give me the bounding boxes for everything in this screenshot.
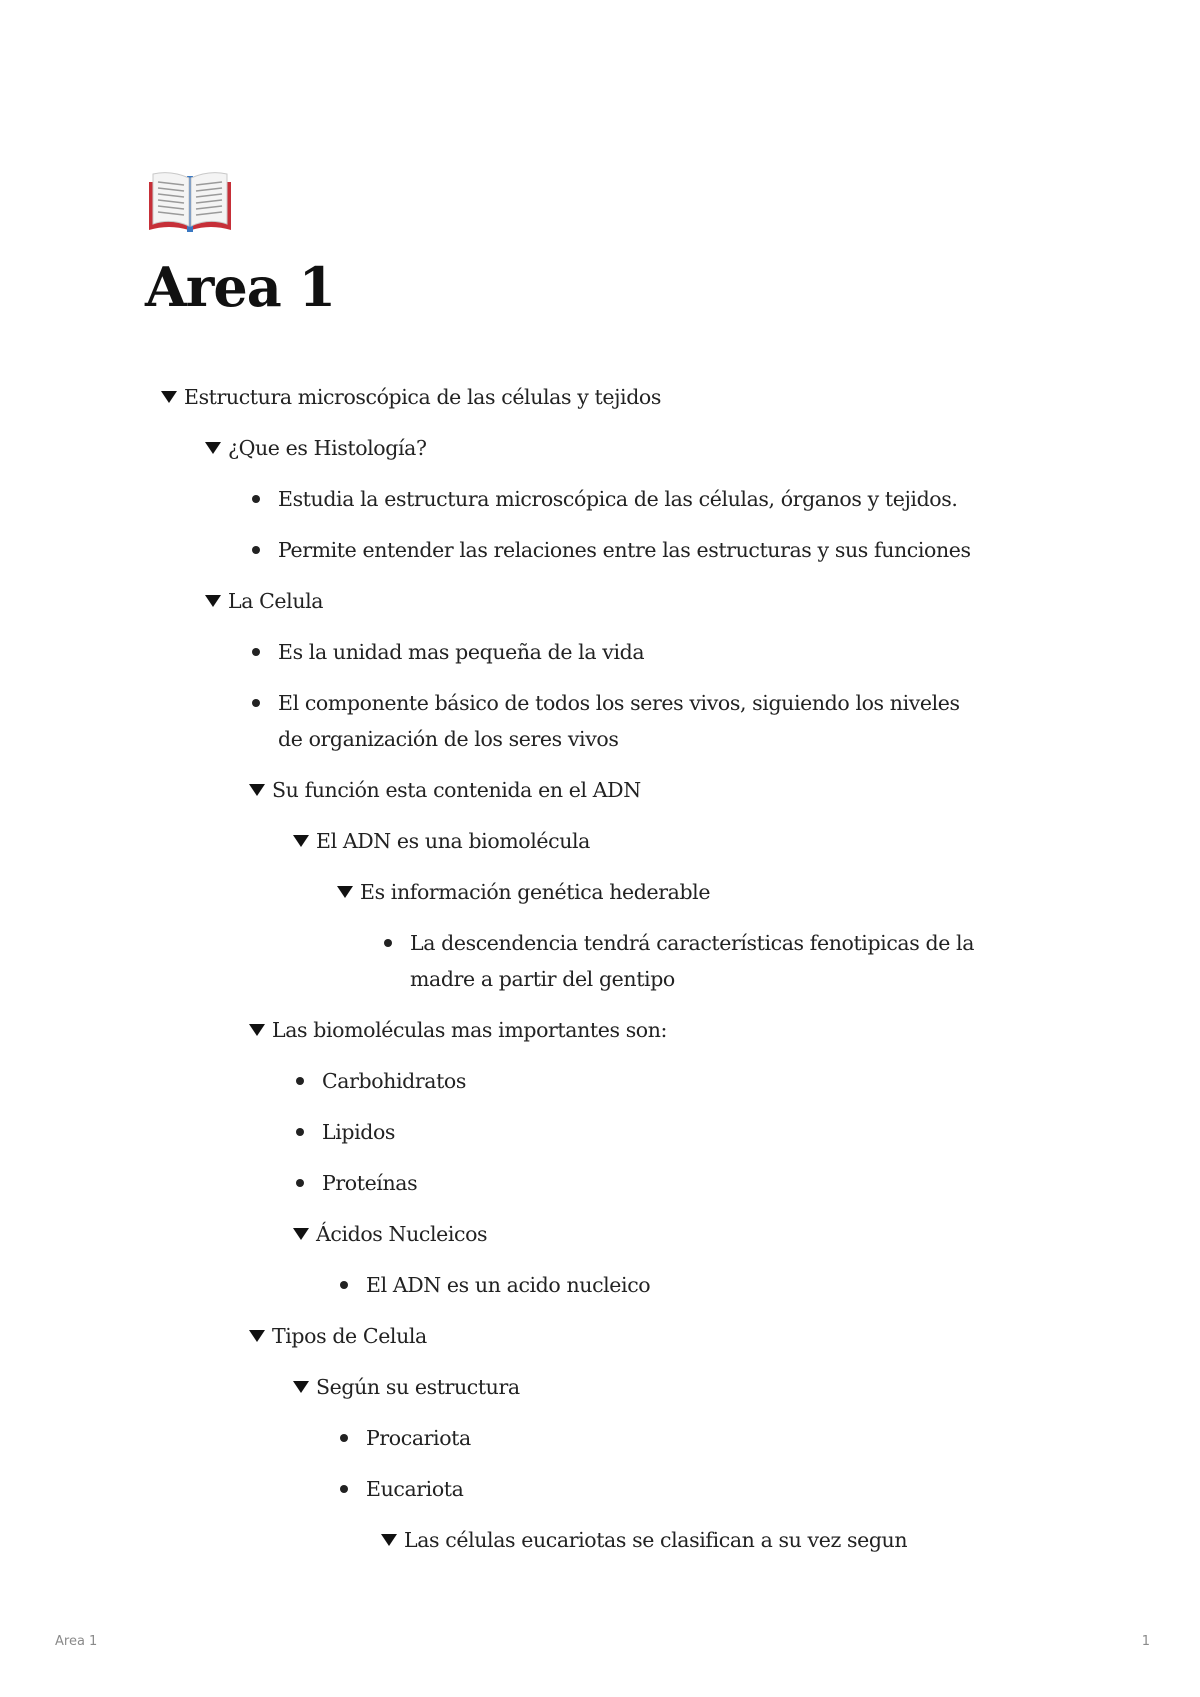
list-item-text: El ADN es un acido nucleico xyxy=(366,1273,651,1297)
bullet-icon xyxy=(252,495,260,503)
triangle-down-icon[interactable] xyxy=(248,1329,268,1343)
footer-page-title: Area 1 xyxy=(55,1634,98,1649)
toggle-block[interactable] xyxy=(292,1369,1060,1405)
toggle-block[interactable] xyxy=(204,430,1060,466)
list-item xyxy=(380,925,1020,997)
toggle-block[interactable] xyxy=(292,823,1060,859)
bullet-icon xyxy=(252,546,260,554)
bullet-icon xyxy=(252,699,260,707)
bullet-icon xyxy=(296,1077,304,1085)
triangle-down-icon[interactable] xyxy=(248,783,268,797)
toggle-label: Su función esta contenida en el ADN xyxy=(272,778,641,802)
list-item-text: Proteínas xyxy=(322,1171,418,1195)
toggle-label: La Celula xyxy=(228,589,324,613)
list-item-text: El componente básico de todos los seres vivos, siguiendo los niveles de organización de los seres vivos xyxy=(278,691,960,751)
toggle-block[interactable] xyxy=(248,772,1060,808)
list-item xyxy=(336,1267,1060,1303)
triangle-down-icon[interactable] xyxy=(204,441,224,455)
triangle-down-icon[interactable] xyxy=(292,1380,312,1394)
bullet-icon xyxy=(340,1434,348,1442)
toggle-block[interactable] xyxy=(336,874,1060,910)
toggle-label: Las biomoléculas mas importantes son: xyxy=(272,1018,668,1042)
triangle-down-icon[interactable] xyxy=(160,390,180,404)
triangle-down-icon[interactable] xyxy=(204,594,224,608)
list-item-text: Procariota xyxy=(366,1426,471,1450)
list-item xyxy=(248,685,968,757)
toggle-label: El ADN es una biomolécula xyxy=(316,829,590,853)
list-item-text: Permite entender las relaciones entre las estructuras y sus funciones xyxy=(278,538,971,562)
list-item-text: La descendencia tendrá características fenotipicas de la madre a partir del gentipo xyxy=(410,931,975,991)
list-item xyxy=(292,1063,1060,1099)
list-item xyxy=(248,532,1060,568)
triangle-down-icon[interactable] xyxy=(380,1533,400,1547)
toggle-label: Estructura microscópica de las células y tejidos xyxy=(184,385,661,409)
list-item xyxy=(292,1165,1060,1201)
list-item xyxy=(336,1471,1060,1507)
open-book-icon xyxy=(145,168,235,236)
page-title: Area 1 xyxy=(145,255,336,319)
triangle-down-icon[interactable] xyxy=(292,834,312,848)
list-item-text: Lipidos xyxy=(322,1120,396,1144)
toggle-label: Ácidos Nucleicos xyxy=(316,1222,488,1246)
triangle-down-icon[interactable] xyxy=(292,1227,312,1241)
toggle-block[interactable] xyxy=(292,1216,1060,1252)
bullet-icon xyxy=(340,1485,348,1493)
footer-page-number: 1 xyxy=(1141,1634,1150,1649)
toggle-label: Tipos de Celula xyxy=(272,1324,427,1348)
triangle-down-icon[interactable] xyxy=(248,1023,268,1037)
list-item xyxy=(248,634,1060,670)
toggle-block[interactable] xyxy=(248,1012,1060,1048)
toggle-label: Es información genética hederable xyxy=(360,880,711,904)
bullet-icon xyxy=(340,1281,348,1289)
list-item xyxy=(292,1114,1060,1150)
toggle-label: Las células eucariotas se clasifican a su vez segun xyxy=(404,1528,908,1552)
list-item-text: Eucariota xyxy=(366,1477,464,1501)
outline-list xyxy=(160,379,1060,1573)
bullet-icon xyxy=(296,1179,304,1187)
list-item-text: Carbohidratos xyxy=(322,1069,466,1093)
bullet-icon xyxy=(384,939,392,947)
list-item-text: Estudia la estructura microscópica de las células, órganos y tejidos. xyxy=(278,487,958,511)
toggle-block[interactable] xyxy=(204,583,1060,619)
bullet-icon xyxy=(252,648,260,656)
bullet-icon xyxy=(296,1128,304,1136)
list-item xyxy=(248,481,1060,517)
toggle-block[interactable] xyxy=(380,1522,1060,1558)
list-item-text: Es la unidad mas pequeña de la vida xyxy=(278,640,645,664)
triangle-down-icon[interactable] xyxy=(336,885,356,899)
toggle-block[interactable] xyxy=(160,379,1060,415)
list-item xyxy=(336,1420,1060,1456)
toggle-label: ¿Que es Histología? xyxy=(228,436,427,460)
toggle-label: Según su estructura xyxy=(316,1375,520,1399)
toggle-block[interactable] xyxy=(248,1318,1060,1354)
